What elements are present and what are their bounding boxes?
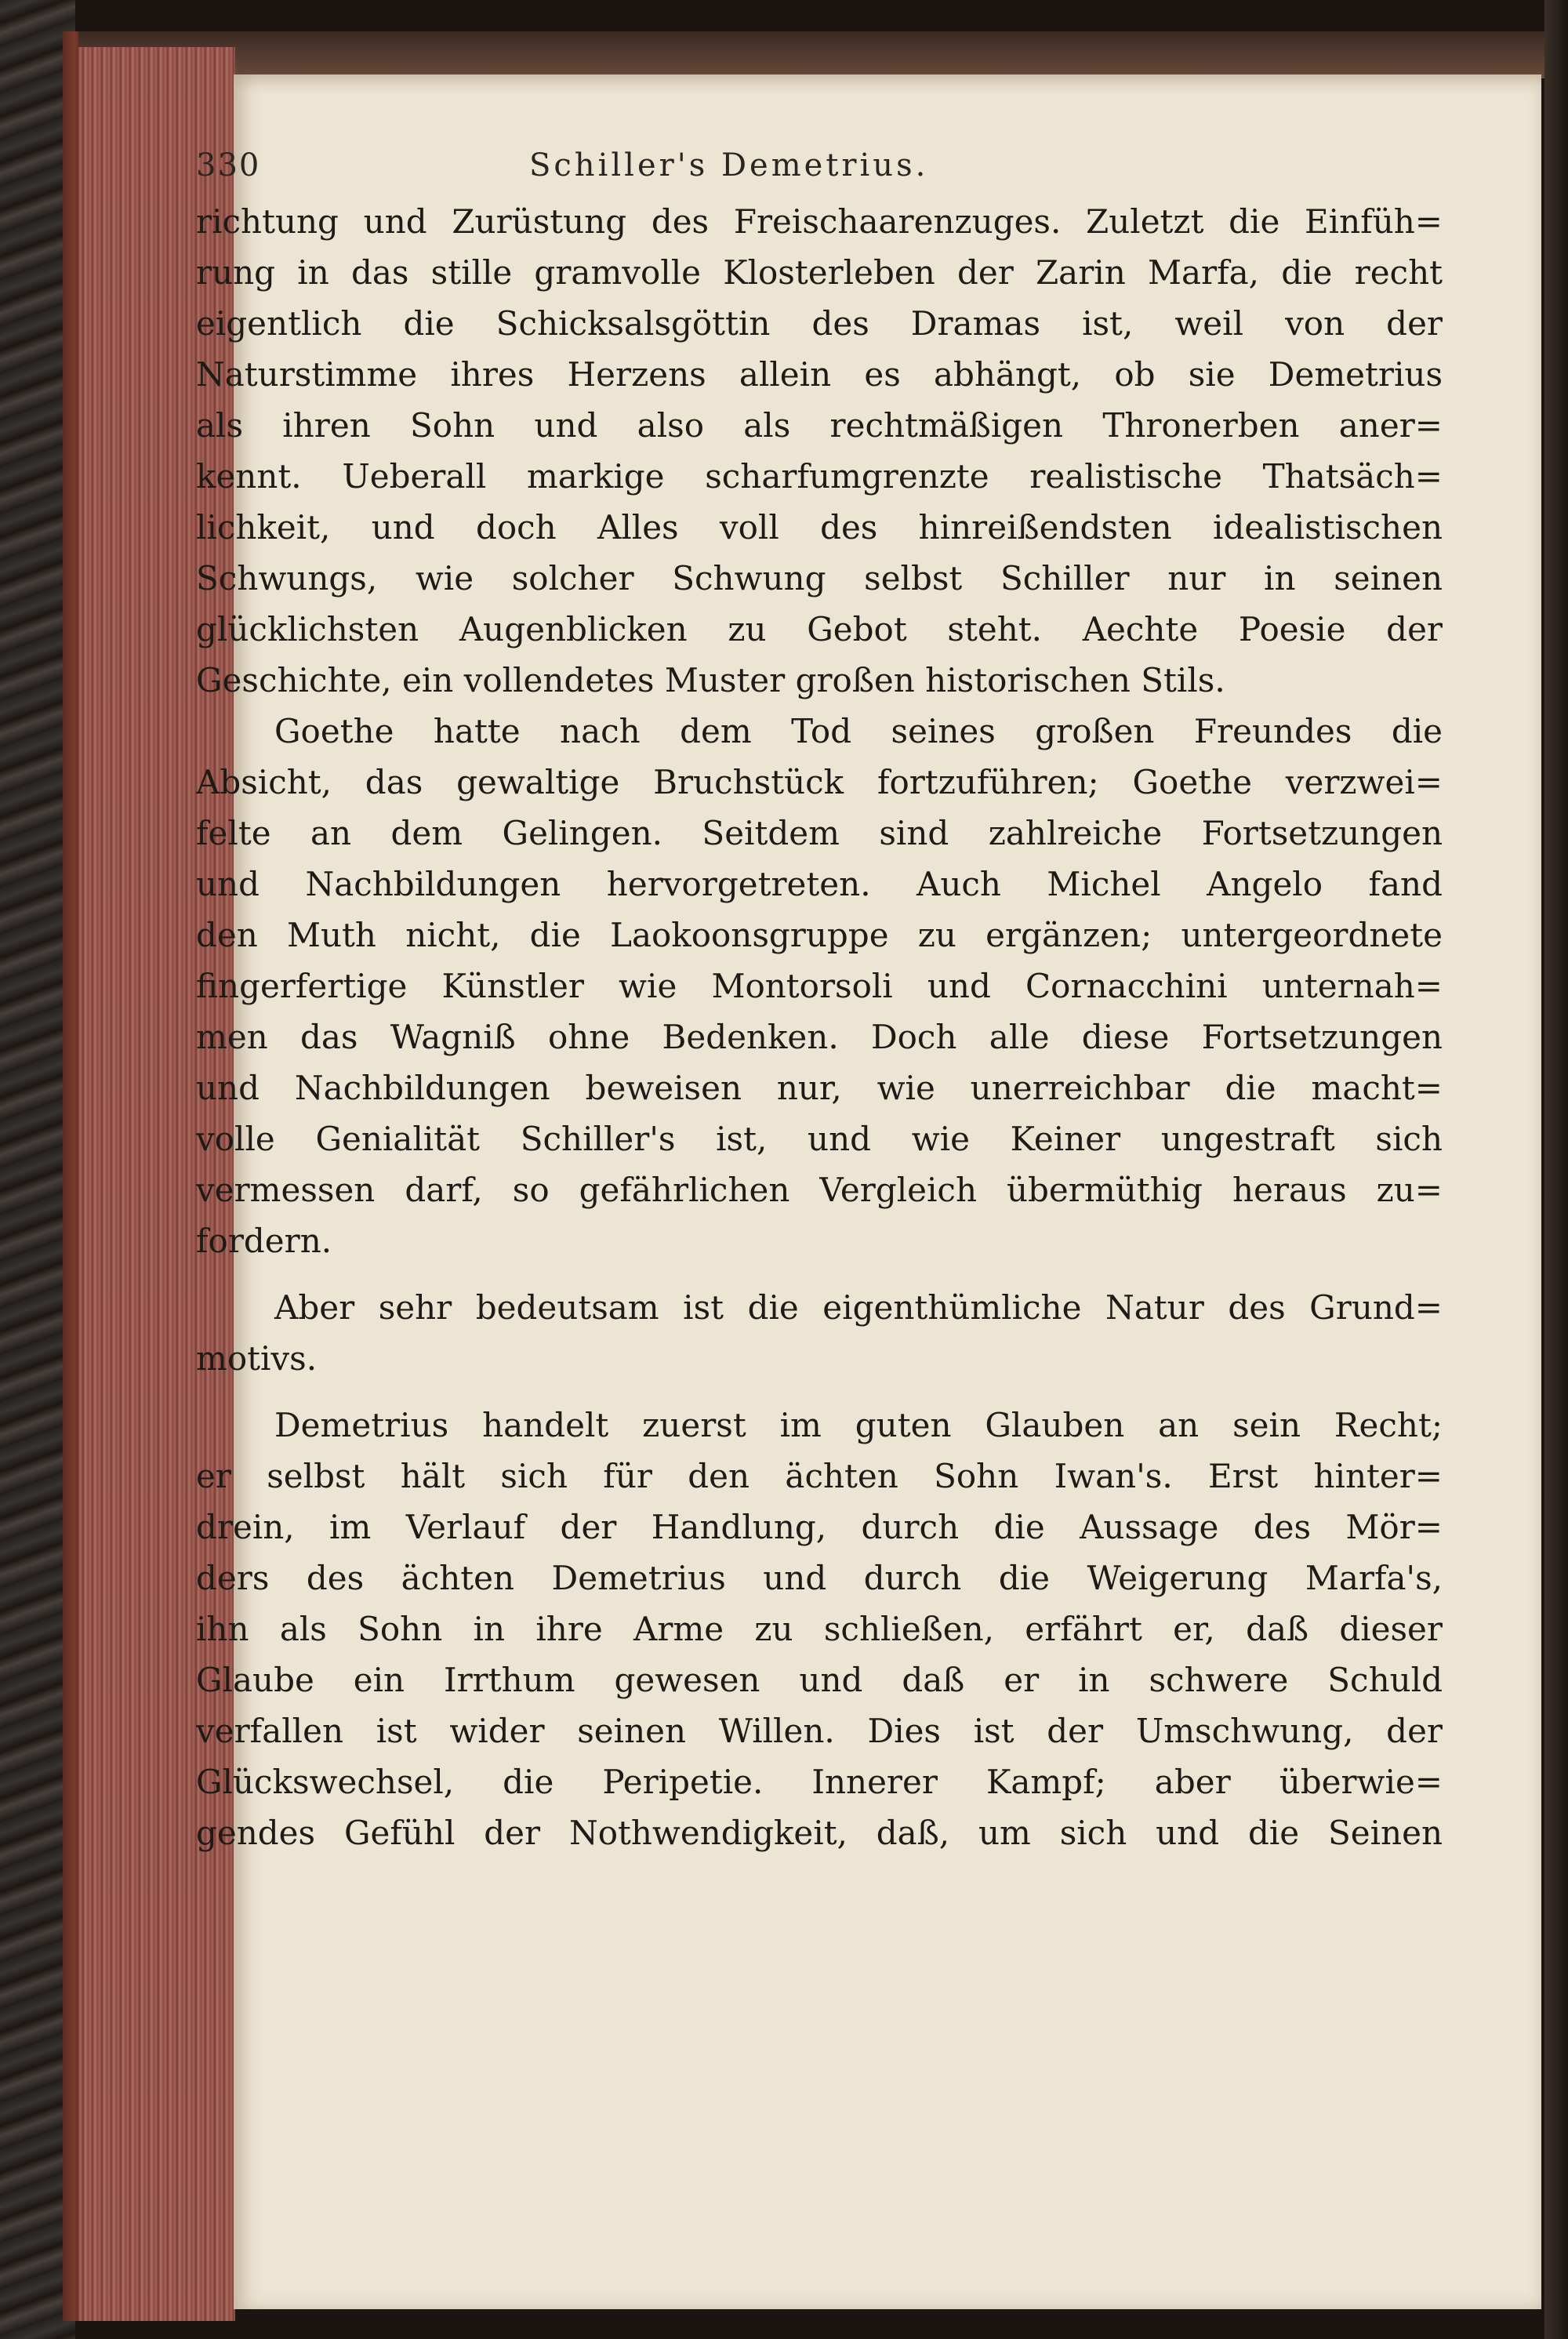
paragraph-gap [196,1266,1443,1282]
page-number: 330 [196,147,261,183]
text-line: als ihren Sohn und also als rechtmäßigen Thronerben aner= [196,406,1443,445]
text-line: Naturstimme ihres Herzens allein es abhängt, ob sie Demetrius [196,355,1443,394]
text-line: fingerfertige Künstler wie Montorsoli und Cornacchini unternah= [196,967,1443,1005]
page-top-shadow [78,31,1560,78]
text-line: eigentlich die Schicksalsgöttin des Dramas ist, weil von der [196,304,1443,343]
text-line: felte an dem Gelingen. Seitdem sind zahlreiche Fortsetzungen [196,814,1443,852]
paragraph [196,196,1443,706]
text-line: Absicht, das gewaltige Bruchstück fortzuführen; Goethe verzwei= [196,763,1443,801]
text-line: Goethe hatte nach dem Tod seines großen Freundes die [274,712,1443,750]
text-line: und Nachbildungen hervorgetreten. Auch Michel Angelo fand [196,865,1443,903]
text-line: kennt. Ueberall markige scharfumgrenzte realistische Thatsäch= [196,457,1443,496]
text-line: gendes Gefühl der Nothwendigkeit, daß, um sich und die Seinen [196,1814,1443,1852]
text-line: men das Wagniß ohne Bedenken. Doch alle diese Fortsetzungen [196,1018,1443,1056]
text-line: er selbst hält sich für den ächten Sohn Iwan's. Erst hinter= [196,1457,1443,1495]
text-line: glücklichsten Augenblicken zu Gebot steht. Aechte Poesie der [196,610,1443,648]
paragraph-gap [196,1384,1443,1400]
body-text [196,196,1443,1858]
text-line: volle Genialität Schiller's ist, und wie Keiner ungestraft sich [196,1120,1443,1158]
paragraph [196,1282,1443,1384]
text-line: vermessen darf, so gefährlichen Vergleich übermüthig heraus zu= [196,1171,1443,1209]
text-line: den Muth nicht, die Laokoonsgruppe zu ergänzen; untergeordnete [196,916,1443,954]
text-line: ihn als Sohn in ihre Arme zu schließen, erfährt er, daß dieser [196,1610,1443,1648]
paragraph [196,1400,1443,1858]
paragraph [196,706,1443,1266]
text-line: motivs. [196,1339,318,1378]
text-line: verfallen ist wider seinen Willen. Dies ist der Umschwung, der [196,1712,1443,1750]
text-line: Schwungs, wie solcher Schwung selbst Schiller nur in seinen [196,559,1443,597]
text-line: Aber sehr bedeutsam ist die eigenthümliche Natur des Grund= [274,1288,1443,1327]
text-line: drein, im Verlauf der Handlung, durch die Aussage des Mör= [196,1508,1443,1546]
text-line: fordern. [196,1222,332,1260]
text-line: richtung und Zurüstung des Freischaarenzuges. Zuletzt die Einfüh= [196,202,1443,241]
text-line: Glaube ein Irrthum gewesen und daß er in schwere Schuld [196,1661,1443,1699]
text-line: Demetrius handelt zuerst im guten Glauben an sein Recht; [274,1406,1443,1444]
text-line: lichkeit, und doch Alles voll des hinreißendsten idealistischen [196,508,1443,547]
text-line: rung in das stille gramvolle Klosterleben der Zarin Marfa, die recht [196,253,1443,292]
text-line: Geschichte, ein vollendetes Muster großen historischen Stils. [196,661,1225,699]
text-line: ders des ächten Demetrius und durch die Weigerung Marfa's, [196,1559,1443,1597]
running-title: Schiller's Demetrius. [529,147,929,183]
text-line: und Nachbildungen beweisen nur, wie unerreichbar die macht= [196,1069,1443,1107]
text-line: Glückswechsel, die Peripetie. Innerer Kampf; aber überwie= [196,1763,1443,1801]
book-right-board [1544,0,1568,2339]
